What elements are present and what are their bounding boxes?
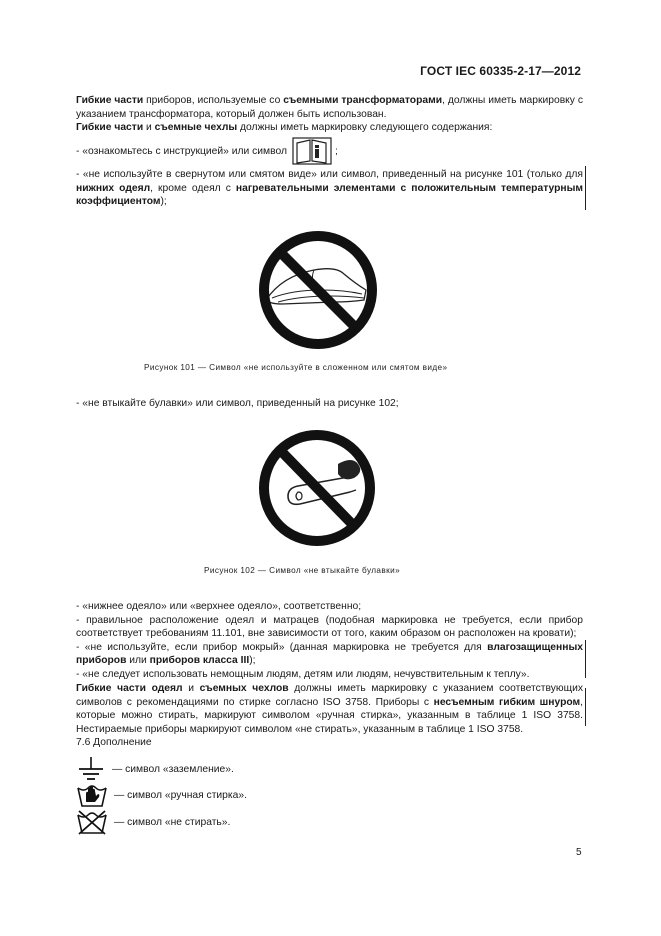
section-heading: 7.6 Дополнение: [76, 737, 152, 748]
figure-101-caption: Рисунок 101 — Символ «не используйте в сложенном или смятом виде»: [144, 363, 448, 372]
change-bar: [585, 640, 586, 678]
paragraph-washing: Гибкие части одеял и съемных чехлов должны иметь маркировку с указанием соответствующих символов с рекомендациями по стирке согласно ISO 3758. Приборы с несъемным гибким шнуром, которые можно стирать, маркируют символом «ручная стирка», указанным в таблице 1 ISO 3758. Нестираемые приборы маркируют символом «не стирать», указанным в таблице 1 ISO 3758.: [76, 683, 584, 735]
text-block-intro: [76, 94, 583, 135]
change-bar: [585, 688, 586, 726]
item-position: - правильное расположение одеял и матрацев (подобная маркировка не требуется, если прибор соответствует требованиям 11.101, вне зависимости от того, каким образом он расположен на кровати);: [76, 614, 583, 639]
change-bar: [585, 166, 586, 210]
paragraph-transformers: Гибкие части приборов, используемые со съемными трансформаторами, должны иметь маркировку с указанием трансформатора, который должен быть использован.: [76, 95, 583, 120]
paragraph-covers: Гибкие части и съемные чехлы должны иметь маркировку следующего содержания:: [76, 122, 493, 133]
item-wet: - «не используйте, если прибор мокрый» (данная маркировка не требуется для влагозащищенных приборов или приборов класса III);: [76, 641, 583, 666]
no-pins-symbol-icon: [254, 426, 380, 550]
item-folded: - «не используйте в свернутом или смятом виде» или символ, приведенный на рисунке 101 (только для нижних одеял, кроме одеял с нагревательными элементами с положительным температурным коэффициентом);: [76, 169, 584, 207]
instruction-manual-icon: [292, 137, 332, 165]
document-header: ГОСТ IEC 60335-2-17—2012: [420, 64, 581, 78]
hand-wash-icon: [76, 782, 108, 808]
item-pins: - «не втыкайте булавки» или символ, приведенный на рисунке 102;: [76, 398, 399, 409]
figure-102-caption: Рисунок 102 — Символ «не втыкайте булавки»: [204, 566, 401, 575]
item-under-blanket: - «нижнее одеяло» или «верхнее одеяло», соответственно;: [76, 601, 362, 612]
item-children: - «не следует использовать немощным людям, детям или людям, нечувствительным к теплу».: [76, 668, 530, 680]
item-instructions-text: - «ознакомьтесь с инструкцией» или символ: [76, 145, 287, 157]
no-fold-symbol-icon: [252, 228, 384, 352]
text-block-items: [76, 600, 583, 750]
symbol-row-hand-wash: — символ «ручная стирка».: [76, 782, 247, 808]
symbol-row-no-wash: — символ «не стирать».: [76, 809, 230, 835]
page-number: 5: [576, 847, 582, 858]
no-wash-icon: [76, 809, 108, 835]
item-instructions: - «ознакомьтесь с инструкцией» или символ ;: [76, 137, 338, 165]
earth-ground-icon: [76, 756, 106, 782]
symbol-row-earth: — символ «заземление».: [76, 756, 234, 782]
